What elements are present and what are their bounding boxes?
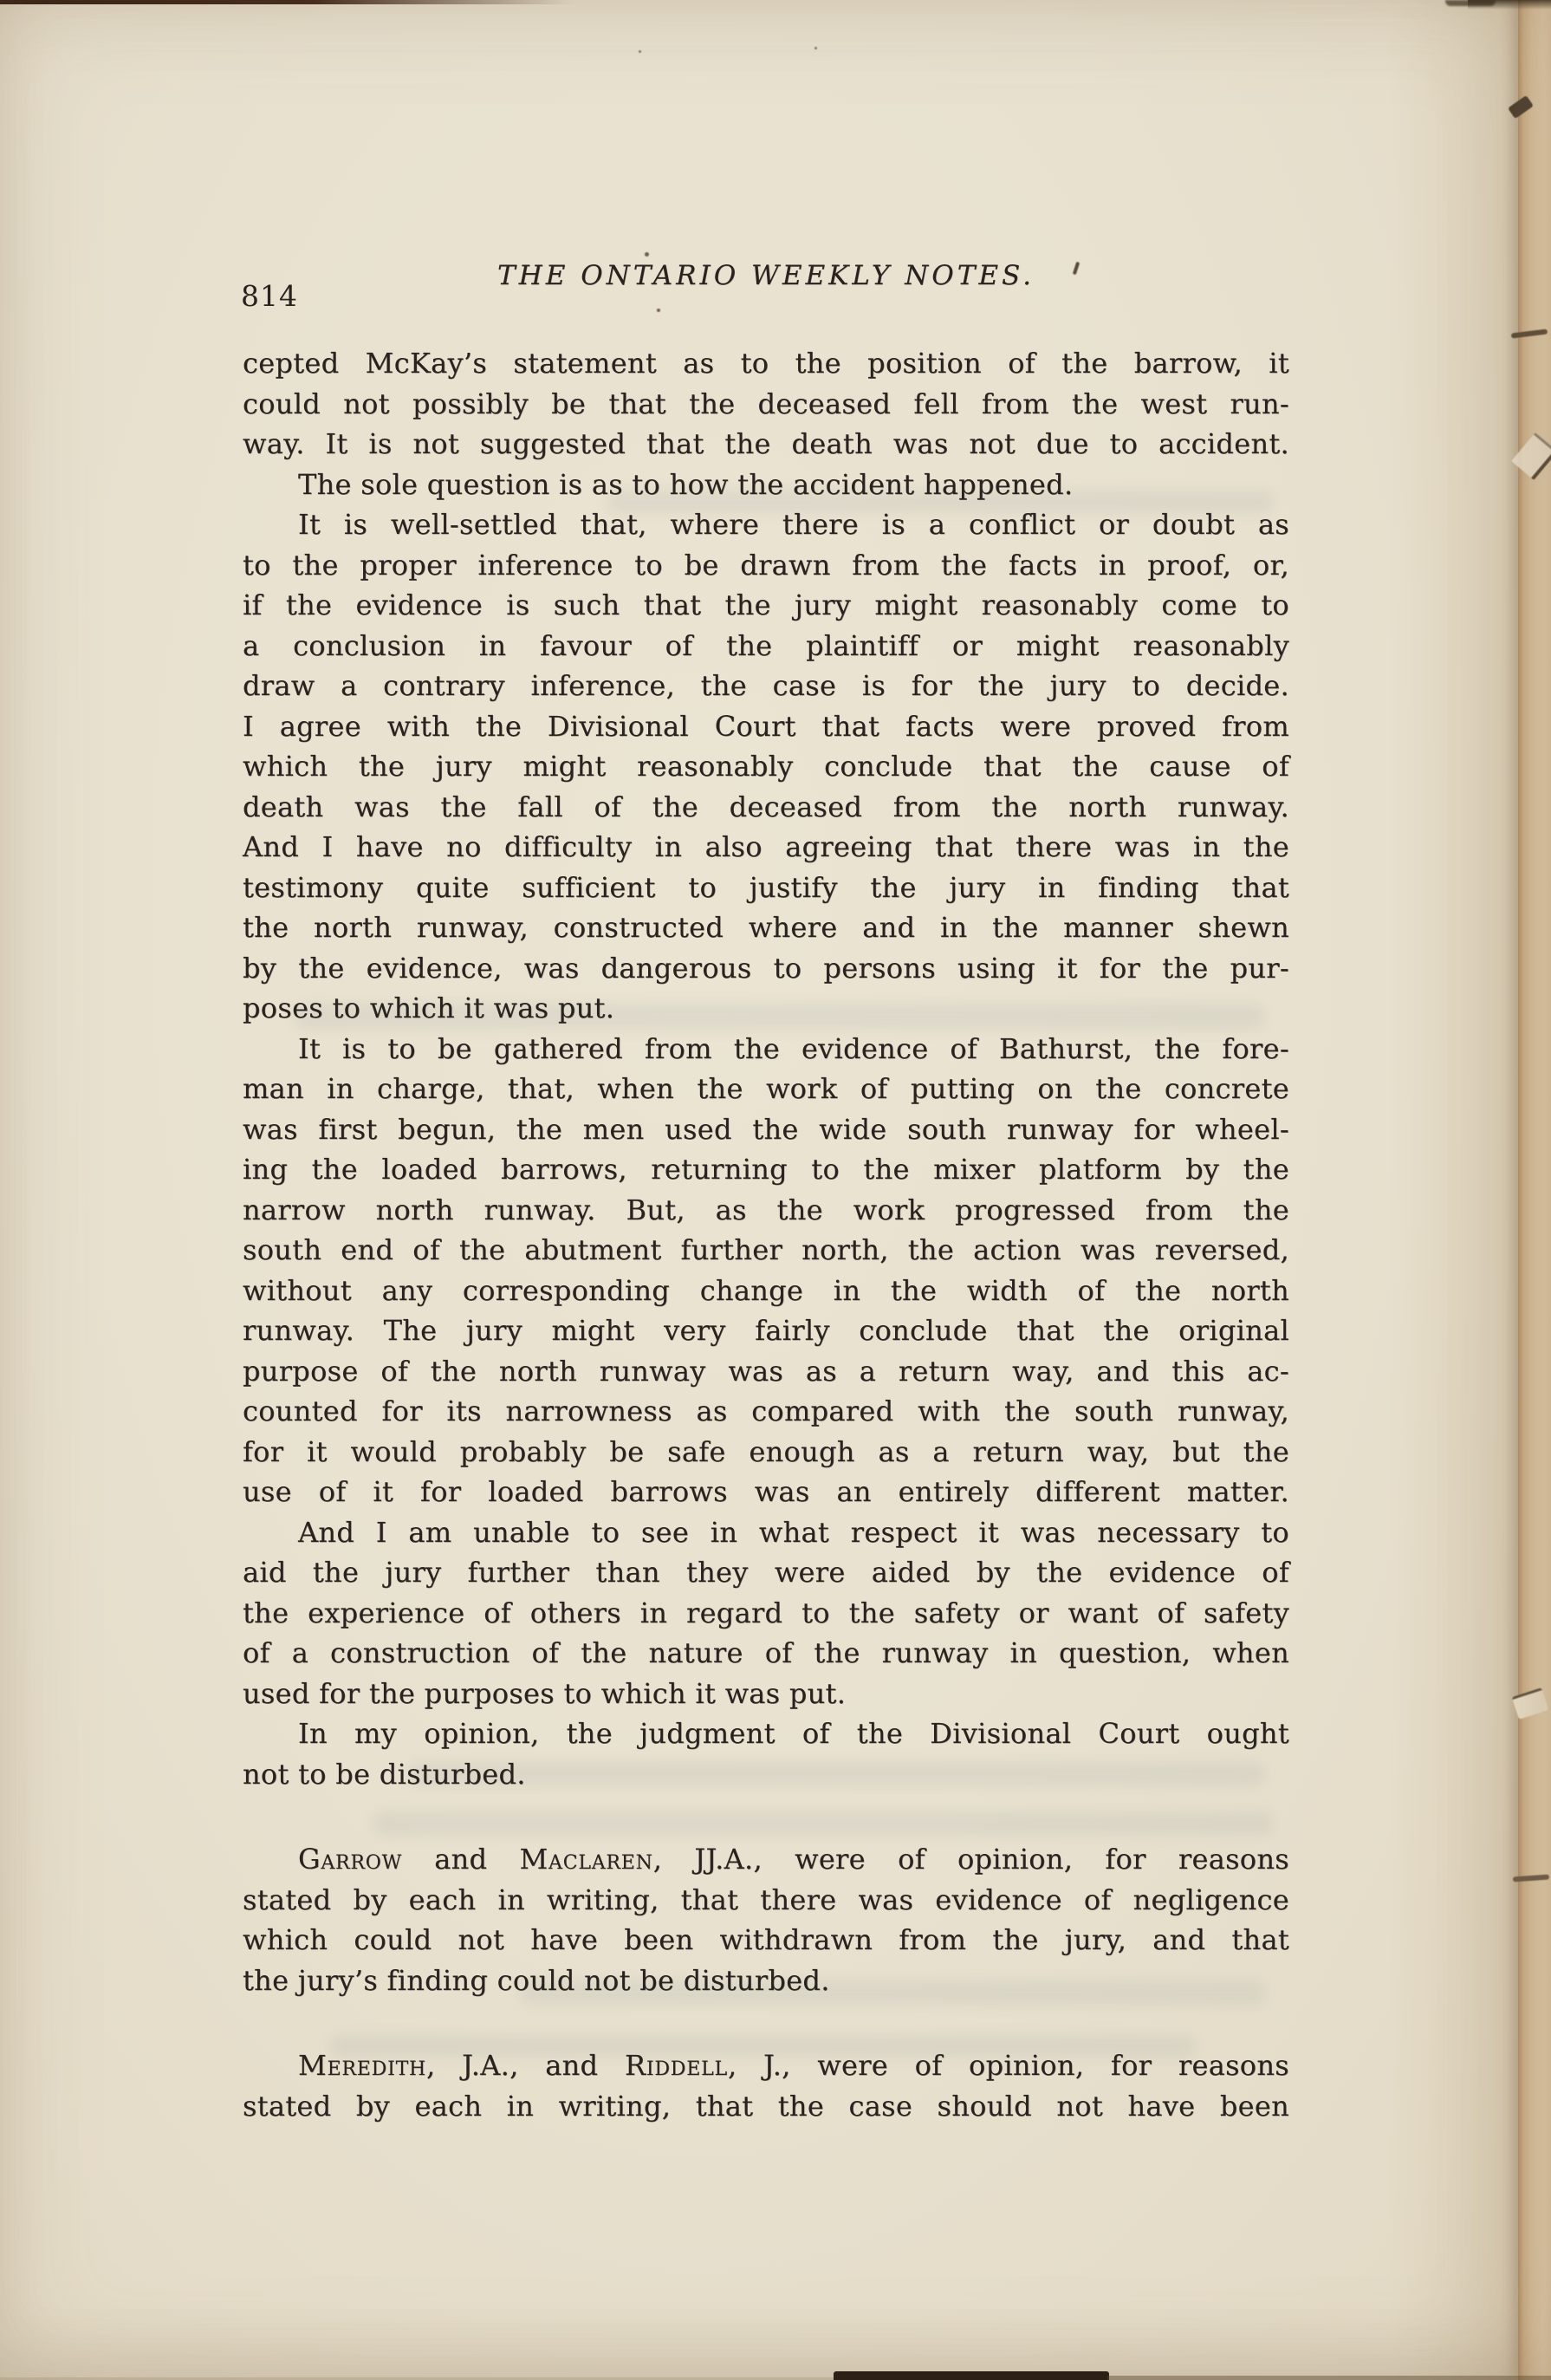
text-segment: south end of the abutment further north, the action was reversed,	[243, 1233, 1289, 1266]
text-segment: stated by each in writing, that the case should not have been	[243, 2089, 1289, 2123]
paragraph	[243, 1839, 1289, 2000]
paragraph	[243, 343, 1289, 465]
paragraph	[243, 2045, 1289, 2126]
text-segment: was first begun, the men used the wide south runway for wheel-	[243, 1112, 1289, 1146]
text-line	[243, 1069, 1289, 1109]
text-line	[243, 1190, 1289, 1231]
text-segment: and	[402, 1843, 520, 1876]
text-line	[243, 1880, 1289, 1921]
text-segment: the north runway, constructed where and in the manner shewn	[243, 911, 1289, 944]
text-line	[243, 827, 1289, 868]
text-line	[243, 1149, 1289, 1190]
text-line	[243, 1593, 1289, 1634]
text-line	[243, 1391, 1289, 1432]
text-line	[243, 868, 1289, 908]
text-line	[243, 706, 1289, 747]
text-segment: , J., were of opinion, for reasons	[727, 2049, 1290, 2082]
text-segment: if the evidence is such that the jury might reasonably come to	[243, 588, 1289, 621]
paragraph	[243, 1029, 1289, 1512]
text-line	[243, 1029, 1289, 1070]
top-right-corner-shadow	[1468, 0, 1551, 10]
text-segment: the experience of others in regard to the safety or want of safety	[243, 1596, 1289, 1629]
text-line	[243, 1754, 1289, 1795]
text-segment: for it would probably be safe enough as a return way, but the	[243, 1434, 1289, 1468]
bottom-shadow-bar	[834, 2371, 1109, 2380]
text-line	[243, 746, 1289, 787]
text-segment: runway. The jury might very fairly conclude that the original	[243, 1314, 1289, 1347]
text-line	[243, 504, 1289, 545]
page-curve-shading	[1388, 0, 1518, 2380]
text-line	[243, 1109, 1289, 1150]
text-line	[243, 1713, 1289, 1754]
text-line	[243, 1674, 1289, 1714]
text-line	[243, 1271, 1289, 1311]
text-line	[243, 626, 1289, 667]
text-line	[243, 948, 1289, 989]
text-segment: It is to be gathered from the evidence of Bathurst, the fore-	[298, 1031, 1289, 1065]
page-number: 814	[241, 279, 298, 313]
text-segment: way. It is not suggested that the death was not due to accident.	[243, 427, 1289, 460]
paper-speck	[657, 309, 660, 312]
text-segment: narrow north runway. But, as the work progressed from the	[243, 1193, 1289, 1226]
text-segment: used for the purposes to which it was put.	[243, 1676, 847, 1710]
text-line	[243, 1432, 1289, 1473]
text-segment: a conclusion in favour of the plaintiff or might reasonably	[243, 628, 1289, 662]
text-line	[243, 1512, 1289, 1553]
text-segment: , J.A., and	[426, 2049, 625, 2082]
text-column	[243, 343, 1289, 2126]
text-segment: death was the fall of the deceased from the north runway.	[243, 790, 1289, 823]
text-segment: cepted McKay’s statement as to the position of the barrow, it	[243, 347, 1289, 380]
paragraph	[243, 1512, 1289, 1714]
text-line	[243, 465, 1289, 505]
text-segment: the jury’s finding could not be disturbed.	[243, 1963, 830, 1997]
text-line	[243, 545, 1289, 586]
text-line	[243, 1310, 1289, 1351]
text-line	[243, 424, 1289, 465]
text-segment: man in charge, that, when the work of putting on the concrete	[243, 1072, 1289, 1105]
text-line	[243, 1351, 1289, 1392]
paper-speck	[645, 252, 649, 257]
text-line	[243, 2086, 1289, 2127]
text-segment: The sole question is as to how the accident happened.	[298, 467, 1074, 501]
paragraph	[243, 465, 1289, 505]
text-segment: poses to which it was put.	[243, 992, 615, 1024]
text-segment: without any corresponding change in the width of the north	[243, 1273, 1289, 1307]
judge-name: Maclaren	[519, 1843, 653, 1876]
text-line	[243, 2045, 1289, 2086]
text-line	[243, 343, 1289, 384]
text-segment: In my opinion, the judgment of the Divisional Court ought	[298, 1717, 1289, 1750]
text-segment: of a construction of the nature of the runway in question, when	[243, 1636, 1289, 1669]
text-line	[243, 384, 1289, 425]
text-line	[243, 1552, 1289, 1593]
text-line	[243, 666, 1289, 706]
text-segment: , JJ.A., were of opinion, for reasons	[652, 1843, 1289, 1876]
text-line	[243, 585, 1289, 626]
text-segment: ing the loaded barrows, returning to the mixer platform by the	[243, 1153, 1289, 1186]
judge-name: Garrow	[298, 1843, 403, 1876]
text-segment: to the proper inference to be drawn from the facts in proof, or,	[243, 548, 1289, 582]
paper-speck	[814, 47, 817, 49]
text-segment: could not possibly be that the deceased fell from the west run-	[243, 387, 1289, 420]
text-segment: testimony quite sufficient to justify the jury in finding that	[243, 870, 1289, 904]
paper-speck	[639, 50, 641, 53]
text-segment: stated by each in writing, that there was evidence of negligence	[243, 1883, 1289, 1916]
text-line	[243, 907, 1289, 948]
text-segment: And I have no difficulty in also agreeing that there was in the	[243, 830, 1289, 863]
running-head-title: THE ONTARIO WEEKLY NOTES.	[497, 260, 1035, 291]
bottom-edge-shade-right	[1107, 2376, 1551, 2380]
text-segment: purpose of the north runway was as a return way, and this ac-	[243, 1354, 1289, 1388]
paragraph	[243, 1713, 1289, 1794]
judge-name: Riddell	[624, 2049, 728, 2082]
text-segment: counted for its narrowness as compared with the south runway,	[243, 1395, 1289, 1427]
text-line	[243, 988, 1289, 1029]
text-line	[243, 1230, 1289, 1271]
text-line	[243, 787, 1289, 828]
text-line	[243, 1920, 1289, 1961]
text-segment: aid the jury further than they were aided by the evidence of	[243, 1556, 1289, 1589]
book-edge-strip	[1518, 0, 1551, 2380]
text-line	[243, 1839, 1289, 1880]
text-segment: by the evidence, was dangerous to persons using it for the pur-	[243, 951, 1289, 985]
page-top-edge	[0, 0, 572, 4]
text-segment: I agree with the Divisional Court that facts were proved from	[243, 709, 1289, 743]
text-segment: use of it for loaded barrows was an entirely different matter.	[243, 1475, 1289, 1508]
text-line	[243, 1961, 1289, 2001]
text-segment: draw a contrary inference, the case is for the jury to decide.	[243, 669, 1289, 702]
text-segment: which could not have been withdrawn from the jury, and that	[243, 1923, 1289, 1956]
text-segment: It is well-settled that, where there is a conflict or doubt as	[298, 508, 1289, 541]
text-segment: And I am unable to see in what respect it was necessary to	[298, 1515, 1289, 1549]
text-segment: which the jury might reasonably conclude that the cause of	[243, 750, 1289, 783]
paragraph	[243, 504, 1289, 1029]
text-segment: not to be disturbed.	[243, 1757, 526, 1791]
text-line	[243, 1472, 1289, 1512]
judge-name: Meredith	[298, 2049, 427, 2082]
text-line	[243, 1633, 1289, 1674]
